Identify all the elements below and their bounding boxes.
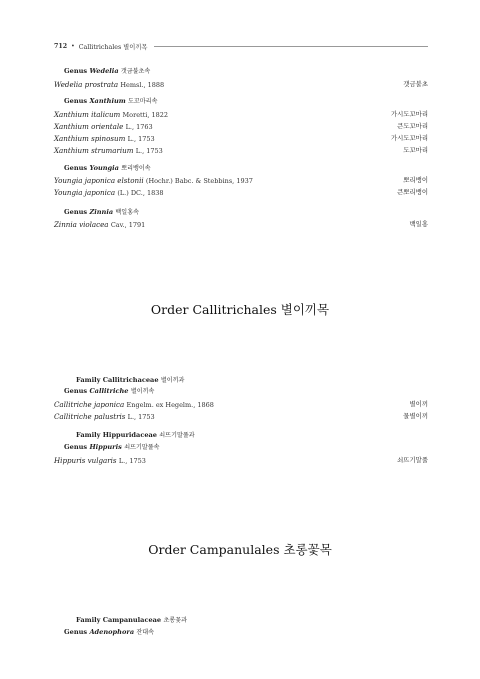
genus-name: Callitriche — [89, 387, 129, 395]
genus-korean-name: 갯금불초속 — [120, 68, 151, 75]
species-korean-name: 도꼬마리 — [403, 146, 428, 154]
genus-heading — [54, 627, 428, 638]
genus-korean-name: 잔대속 — [136, 629, 155, 636]
species-row — [54, 219, 428, 230]
family-name: Family Hippuridaceae — [76, 431, 157, 439]
species-name: Xanthium spinosum — [54, 134, 126, 143]
genus-heading — [54, 207, 428, 218]
species-author: L., 1763 — [125, 123, 153, 131]
genus-label: Genus — [64, 628, 90, 636]
genus-name: Zinnia — [89, 208, 114, 216]
species-korean-name: 가시도꼬마리 — [390, 110, 428, 118]
species-row — [54, 79, 428, 90]
genus-heading — [54, 66, 428, 77]
order-heading: Order Callitrichales 별이끼목 — [150, 302, 330, 317]
genus-korean-name: 별이끼속 — [130, 388, 155, 395]
species-author: (L.) DC., 1838 — [117, 189, 164, 197]
running-title: Callitrichales 별이끼목 — [78, 43, 148, 51]
species-row — [54, 109, 428, 120]
genus-name: Hippuris — [89, 443, 122, 451]
genus-korean-name: 쇠뜨기말풀속 — [124, 444, 160, 451]
species-name: Zinnia violacea — [54, 220, 109, 229]
species-name: Hippuris vulgaris — [54, 456, 117, 465]
header-separator: • — [71, 42, 75, 50]
species-row — [54, 455, 428, 466]
genus-korean-name: 백일홍속 — [115, 209, 139, 216]
species-author: (Hochr.) Babc. & Stebbins, 1937 — [145, 177, 253, 185]
genus-heading — [54, 163, 428, 174]
species-name: Callitriche japonica — [54, 400, 125, 409]
species-name: Xanthium italicum — [54, 110, 121, 119]
header-rule — [154, 46, 428, 47]
species-korean-name: 가시도꼬마리 — [390, 134, 428, 142]
species-korean-name: 백일홍 — [409, 220, 428, 228]
species-row — [54, 187, 428, 198]
species-korean-name: 큰뽀리뱅이 — [397, 188, 428, 196]
genus-name: Xanthium — [89, 97, 126, 105]
genus-heading — [54, 386, 428, 397]
species-korean-name: 물별이끼 — [403, 412, 428, 420]
genus-heading — [54, 442, 428, 453]
genus-label: Genus — [64, 97, 90, 105]
genus-korean-name: 도꼬마리속 — [128, 98, 158, 105]
species-name: Youngia japonica elstonii — [54, 176, 144, 185]
species-name: Callitriche palustris — [54, 412, 126, 421]
page-number: 712 — [54, 42, 68, 50]
species-korean-name: 갯금불초 — [403, 80, 428, 88]
species-name: Wedelia prostrata — [54, 80, 119, 89]
genus-label: Genus — [64, 164, 90, 172]
species-name: Youngia japonica — [54, 188, 116, 197]
species-korean-name: 뽀리뱅이 — [403, 176, 428, 184]
genus-label: Genus — [64, 67, 90, 75]
species-author: Moretti, 1822 — [122, 111, 169, 119]
species-name: Xanthium orientale — [54, 122, 124, 131]
species-korean-name: 별이끼 — [409, 400, 428, 408]
order-heading: Order Campanulales 초롱꽃목 — [148, 542, 332, 557]
species-author: L., 1753 — [127, 413, 155, 421]
family-heading — [54, 375, 428, 386]
species-row — [54, 133, 428, 144]
species-author: Hemsl., 1888 — [120, 81, 165, 89]
species-row — [54, 399, 428, 410]
family-name: Family Campanulaceae — [76, 616, 162, 624]
genus-name: Wedelia — [89, 67, 119, 75]
genus-heading — [54, 96, 428, 107]
genus-label: Genus — [64, 208, 90, 216]
genus-name: Youngia — [89, 164, 119, 172]
genus-label: Genus — [64, 443, 90, 451]
species-author: L., 1753 — [127, 135, 155, 143]
family-heading — [54, 430, 428, 441]
species-korean-name: 큰도꼬마리 — [397, 122, 428, 130]
species-author: Cav., 1791 — [110, 221, 146, 229]
species-author: Engelm. ex Hegelm., 1868 — [126, 401, 214, 409]
species-name: Xanthium strumarium — [54, 146, 134, 155]
family-korean-name: 쇠뜨기말풀과 — [159, 432, 195, 439]
species-row — [54, 411, 428, 422]
species-author: L., 1753 — [118, 457, 146, 465]
running-header — [54, 40, 428, 52]
species-row — [54, 121, 428, 132]
species-korean-name: 쇠뜨기말풀 — [397, 456, 428, 464]
species-row — [54, 175, 428, 186]
species-row — [54, 145, 428, 156]
family-heading — [54, 615, 428, 626]
family-korean-name: 초롱꽃과 — [163, 617, 187, 624]
genus-name: Adenophora — [89, 628, 135, 636]
genus-label: Genus — [64, 387, 90, 395]
family-name: Family Callitrichaceae — [76, 376, 159, 384]
family-korean-name: 별이끼과 — [160, 377, 185, 384]
genus-korean-name: 뽀리뱅이속 — [121, 165, 151, 172]
species-author: L., 1753 — [135, 147, 163, 155]
